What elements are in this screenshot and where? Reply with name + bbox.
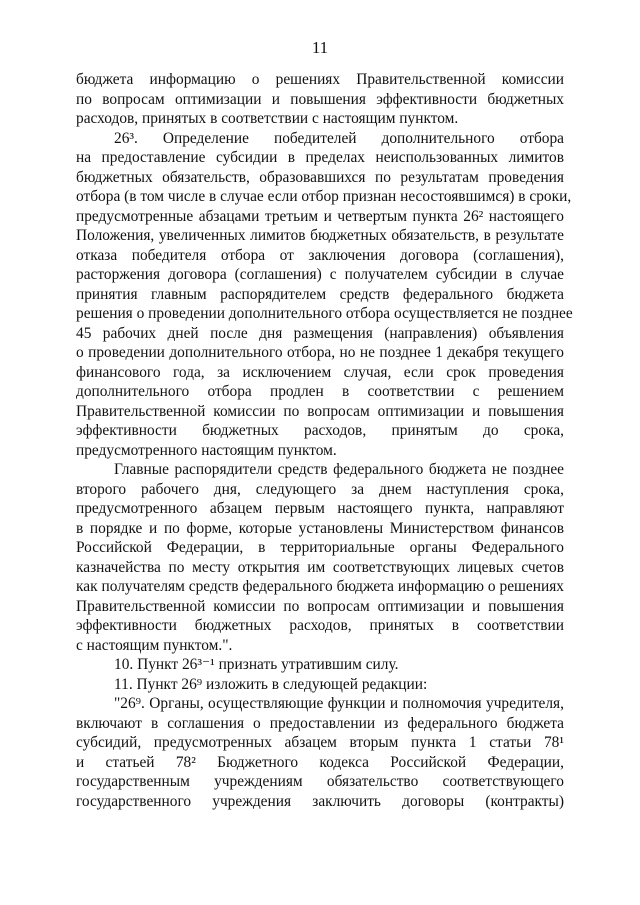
text-line: Правительственной комиссии по вопросам оптимизации и повышения <box>76 402 564 420</box>
text-line: эффективности бюджетных расходов, принятым до срока, <box>76 422 564 439</box>
text-line: по вопросам оптимизации и повышения эффективности бюджетных <box>76 90 564 108</box>
page-number: 11 <box>311 38 329 57</box>
text-line: финансового года, за исключением случая, если срок проведения <box>76 363 564 381</box>
text-line: предусмотренного абзацем первым настоящего пункта, направляют <box>76 500 564 517</box>
text-line: второго рабочего дня, следующего за днем наступления срока, <box>76 480 564 498</box>
text-line: 11. Пункт 26⁹ изложить в следующей редакции: <box>114 675 428 693</box>
text-line: с настоящим пунктом.". <box>76 636 233 654</box>
text-line: Российской Федерации, в территориальные органы Федерального <box>76 539 564 556</box>
text-line: эффективности бюджетных расходов, принятых в соответствии <box>76 617 564 634</box>
text-line: казначейства по месту открытия им соответствующих лицевых счетов <box>76 558 564 576</box>
text-line: субсидий, предусмотренных абзацем вторым пункта 1 статьи 78¹ <box>76 734 564 751</box>
text-line: предусмотренного настоящим пунктом. <box>76 441 337 459</box>
text-line: расторжения договора (соглашения) с получателем субсидии в случае <box>76 266 564 283</box>
text-line: расходов, принятых в соответствии с настоящим пунктом. <box>76 110 459 127</box>
text-line: отказа победителя отбора от заключения договора (соглашения), <box>76 246 564 264</box>
text-line: бюджетных обязательств, образовавшихся по результатам проведения <box>76 168 564 186</box>
text-line: государственным учреждениям обязательство соответствующего <box>76 773 564 790</box>
text-line: Правительственной комиссии по вопросам оптимизации и повышения <box>76 597 564 615</box>
document-body <box>76 70 573 811</box>
text-line: решения о проведении дополнительного отбора осуществляется не позднее <box>76 305 573 322</box>
text-line: и статьей 78² Бюджетного кодекса Российской Федерации, <box>76 753 564 771</box>
text-line: 10. Пункт 26³⁻¹ признать утратившим силу. <box>114 656 399 673</box>
text-line: о проведении дополнительного отбора, но не позднее 1 декабря текущего <box>76 344 564 361</box>
text-line: на предоставление субсидии в пределах неиспользованных лимитов <box>76 149 564 166</box>
text-line: предусмотренные абзацами третьим и четвертым пункта 26² настоящего <box>76 207 564 225</box>
text-line: 26³. Определение победителей дополнительного отбора <box>114 129 564 147</box>
text-line: принятия главным распорядителем средств федерального бюджета <box>76 285 564 303</box>
text-line: включают в соглашения о предоставлении из федерального бюджета <box>76 714 564 732</box>
text-line: бюджета информацию о решениях Правительственной комиссии <box>76 71 564 88</box>
text-line: дополнительного отбора продлен в соответствии с решением <box>76 383 564 400</box>
text-line: Положения, увеличенных лимитов бюджетных обязательств, в результате <box>76 227 564 244</box>
text-line: государственного учреждения заключить договоры (контракты) <box>76 792 564 810</box>
text-line: 45 рабочих дней после дня размещения (направления) объявления <box>76 324 564 342</box>
text-line: отбора (в том числе в случае если отбор признан несостоявшимся) в сроки, <box>76 188 572 205</box>
text-line: в порядке и по форме, которые установлены Министерством финансов <box>76 519 564 537</box>
text-line: как получателям средств федерального бюджета информацию о решениях <box>76 578 564 595</box>
text-line: "26⁹. Органы, осуществляющие функции и полномочия учредителя, <box>114 695 564 712</box>
text-line: Главные распорядители средств федерального бюджета не позднее <box>114 461 564 478</box>
